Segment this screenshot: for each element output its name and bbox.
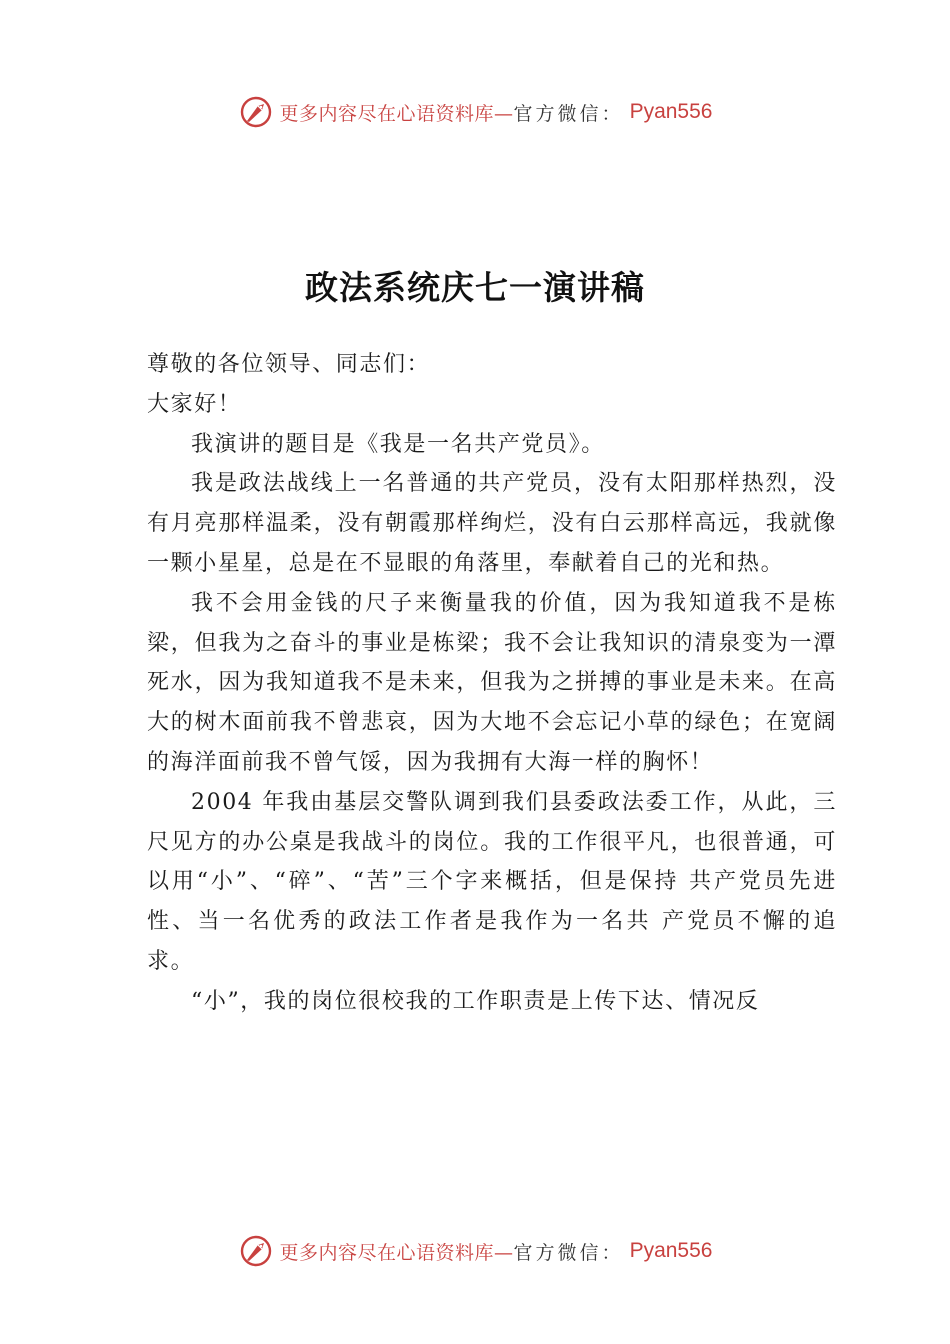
banner-site-text: 更多内容尽在心语资料库	[279, 102, 495, 125]
body-paragraph: 我不会用金钱的尺子来衡量我的价值，因为我知道我不是栋梁，但我为之奋斗的事业是栋梁；我不会让我知识的清泉变为一潭死水，因为我知道我不是未来，但我为之拼搏的事业是未来。在高大的树木面前我不曾悲哀，因为大地不会忘记小草的绿色；在宽阔的海洋面前我不曾气馁，因为我拥有大海一样的胸怀！	[147, 590, 837, 775]
greeting: 大家好！	[147, 391, 242, 417]
banner-wechat-label: 官方微信：	[513, 102, 624, 125]
banner-text	[280, 1238, 624, 1265]
pen-nib-seal-icon	[238, 1233, 274, 1269]
salutation: 尊敬的各位领导、同志们：	[147, 352, 431, 377]
footer-banner	[0, 1233, 950, 1269]
body-paragraph: “小”，我的岗位很校我的工作职责是上传下达、情况反	[191, 988, 760, 1014]
banner-wechat-id: Pyan556	[629, 1239, 713, 1262]
banner-text	[280, 99, 624, 126]
pen-nib-seal-icon	[238, 94, 274, 130]
body-paragraph: 2004 年我由基层交警队调到我们县委政法委工作，从此，三尺见方的办公桌是我战斗的岗位。我的工作很平凡，也很普通，可以用“小”、“碎”、“苦”三个字来概括，但是保持 共产党员先进性、当一名优秀的政法工作者是我作为一名共 产党员不懈的追求。	[147, 789, 837, 974]
banner-site-text: 更多内容尽在心语资料库	[279, 1241, 495, 1264]
document-body	[147, 345, 837, 1022]
body-paragraph: 我是政法战线上一名普通的共产党员，没有太阳那样热烈，没有月亮那样温柔，没有朝霞那样绚烂，没有白云那样高远，我就像一颗小星星，总是在不显眼的角落里，奉献着自己的光和热。	[147, 471, 837, 576]
banner-wechat-label: 官方微信：	[513, 1241, 624, 1264]
banner-dash: —	[494, 1241, 514, 1264]
banner-wechat-id: Pyan556	[629, 100, 713, 123]
document-title: 政法系统庆七一演讲稿	[305, 268, 645, 307]
header-banner	[0, 94, 950, 130]
banner-dash: —	[494, 102, 514, 125]
body-paragraph: 我演讲的题目是《我是一名共产党员》。	[191, 431, 605, 457]
